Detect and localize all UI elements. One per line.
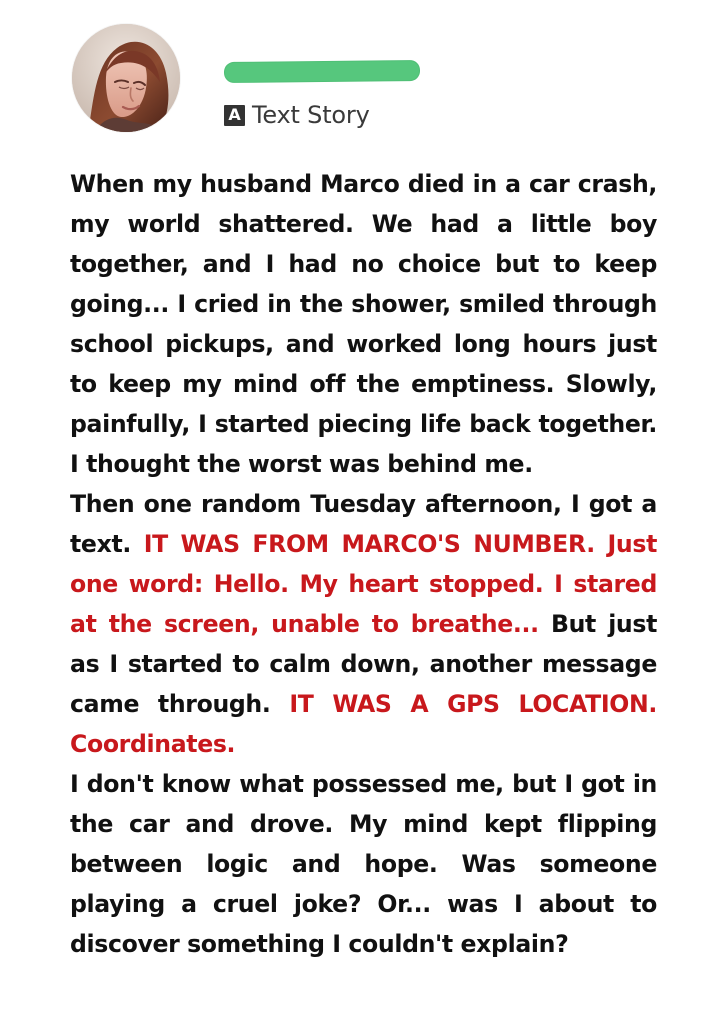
story-paragraph-1: When my husband Marco died in a car crash, my world shattered. We had a little boy together, and I had no choice but to keep going... I cried in the shower, smiled through school pickups, and worked long hours just to keep my mind off the emptiness. Slowly, painfully, I started piecing life back together. I thought the worst was behind me. <box>70 170 657 478</box>
redacted-author-name <box>224 60 420 83</box>
paragraph-2-intro: Then one random Tuesday afternoon, I got a text. <box>70 490 657 558</box>
woman-portrait-avatar <box>72 24 180 132</box>
paragraph-2-middle: But just as I started to calm down, another message came through. <box>70 610 657 718</box>
story-paragraph-2 <box>70 484 657 764</box>
text-story-icon: A <box>224 105 245 126</box>
red-highlight-message: IT WAS FROM MARCO'S NUMBER. Just one word: Hello. My heart stopped. I stared at the screen, unable to breathe... <box>70 530 658 638</box>
story-header <box>0 0 725 160</box>
story-type-text: Text Story <box>252 101 370 129</box>
story-paragraph-3: I don't know what possessed me, but I got in the car and drove. My mind kept flipping between logic and hope. Was someone playing a cruel joke? Or... was I about to discover something I couldn't explain? <box>70 770 657 958</box>
story-type-label <box>224 101 370 129</box>
story-body <box>70 164 657 964</box>
red-highlight-location: IT WAS A GPS LOCATION. Coordinates. <box>70 690 657 758</box>
avatar[interactable] <box>72 24 180 132</box>
